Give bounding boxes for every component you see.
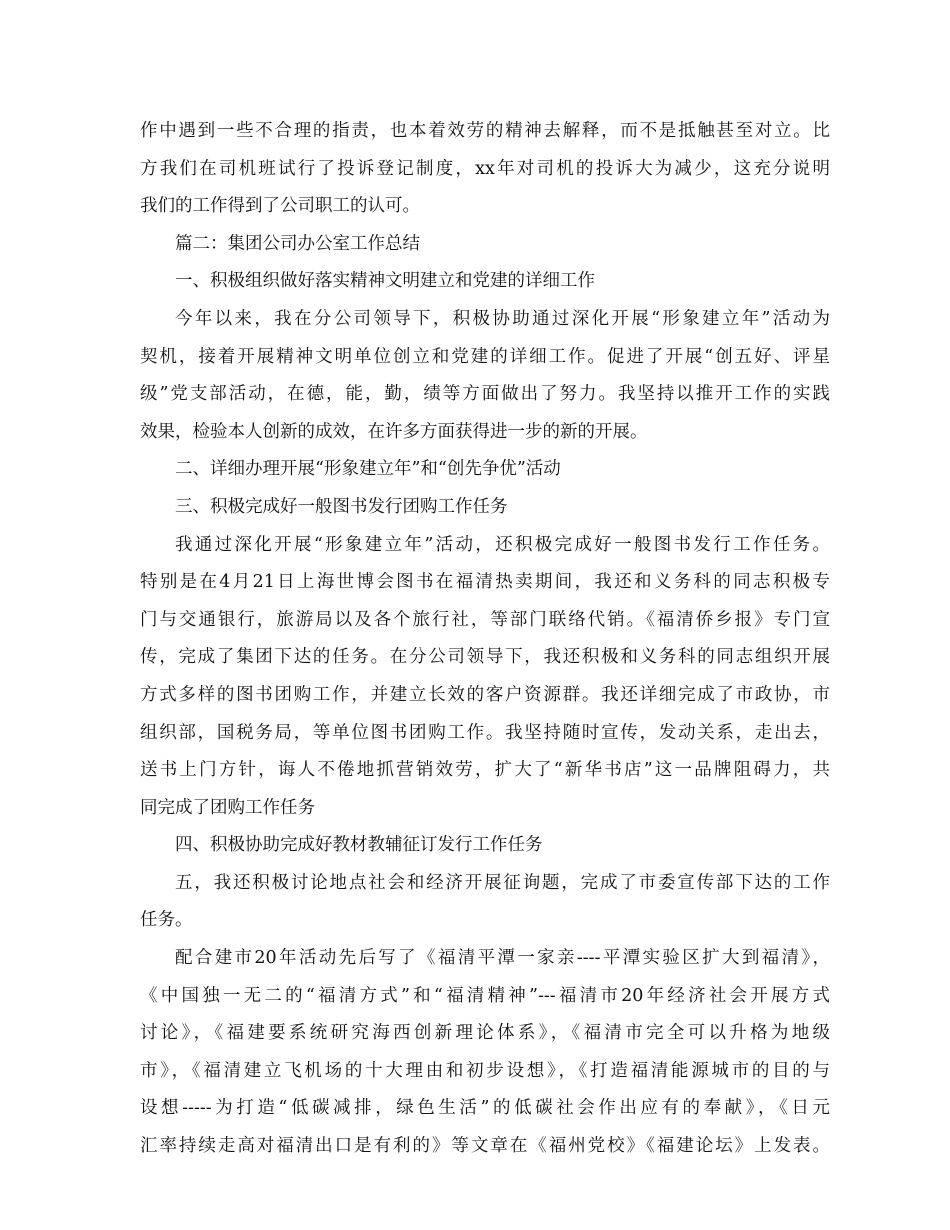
paragraph-line: 送书上门方针，诲人不倦地抓营销效劳，扩大了“新华书店”这一品牌阻碍力，共 [140, 760, 830, 781]
paragraph-line: 方我们在司机班试行了投诉登记制度，xx年对司机的投诉大为减少，这充分说明 [140, 158, 830, 179]
paragraph-line: 契机，接着开展精神文明单位创立和党建的详细工作。促进了开展“创五好、评星 [140, 346, 830, 367]
paragraph-line: 组织部，国税务局，等单位图书团购工作。我坚持随时宣传，发动关系，走出去， [140, 722, 830, 743]
paragraph-line: 我通过深化开展“形象建立年”活动，还积极完成好一般图书发行工作任务。 [175, 534, 830, 555]
paragraph-line: 任务。 [140, 910, 193, 931]
paragraph-line: 汇率持续走高对福清出口是有利的》等文章在《福州党校》《福建论坛》上发表。 [140, 1136, 830, 1157]
paragraph-line: 效果，检验本人创新的成效，在许多方面获得进一步的新的开展。 [140, 421, 648, 442]
section-heading: 篇二：集团公司办公室工作总结 [175, 233, 420, 254]
paragraph-line: 五，我还积极讨论地点社会和经济开展征询题，完成了市委宣传部下达的工作 [175, 872, 830, 893]
document-body [140, 113, 830, 1166]
section-heading: 四、积极协助完成好教材教辅征订发行工作任务 [175, 835, 543, 856]
paragraph-line: 特别是在4月21日上海世博会图书在福清热卖期间，我还和义务科的同志积极专 [140, 572, 830, 593]
paragraph-line: 级”党支部活动，在德，能，勤，绩等方面做出了努力。我坚持以推开工作的实践 [140, 384, 830, 405]
paragraph-line: 讨论》，《福建要系统研究海西创新理论体系》，《福清市完全可以升格为地级 [140, 1023, 830, 1044]
paragraph-line: 方式多样的图书团购工作，并建立长效的客户资源群。我还详细完成了市政协，市 [140, 684, 830, 705]
section-heading: 一、积极组织做好落实精神文明建立和党建的详细工作 [175, 271, 595, 292]
paragraph-line: 设想-----为打造“低碳减排，绿色生活”的低碳社会作出应有的奉献》，《日元 [140, 1098, 830, 1119]
paragraph-line: 同完成了团购工作任务 [140, 797, 315, 818]
paragraph-line: 我们的工作得到了公司职工的认可。 [140, 196, 420, 217]
paragraph-line: 市》，《福清建立飞机场的十大理由和初步设想》，《打造福清能源城市的目的与 [140, 1060, 830, 1081]
paragraph-line: 《中国独一无二的“福清方式”和“福清精神”---福清市20年经济社会开展方式 [140, 985, 830, 1006]
paragraph-line: 今年以来，我在分公司领导下，积极协助通过深化开展“形象建立年”活动为 [175, 308, 830, 329]
section-heading: 三、积极完成好一般图书发行团购工作任务 [175, 496, 508, 517]
section-heading: 二、详细办理开展“形象建立年”和“创先争优”活动 [175, 459, 561, 480]
paragraph-line: 作中遇到一些不合理的指责，也本着效劳的精神去解释，而不是抵触甚至对立。比 [140, 121, 830, 141]
paragraph-line: 传，完成了集团下达的任务。在分公司领导下，我还积极和义务科的同志组织开展 [140, 647, 830, 668]
paragraph-line: 配合建市20年活动先后写了《福清平潭一家亲----平潭实验区扩大到福清》， [175, 948, 830, 969]
paragraph-line: 门与交通银行，旅游局以及各个旅行社，等部门联络代销。《福清侨乡报》专门宣 [140, 609, 830, 630]
